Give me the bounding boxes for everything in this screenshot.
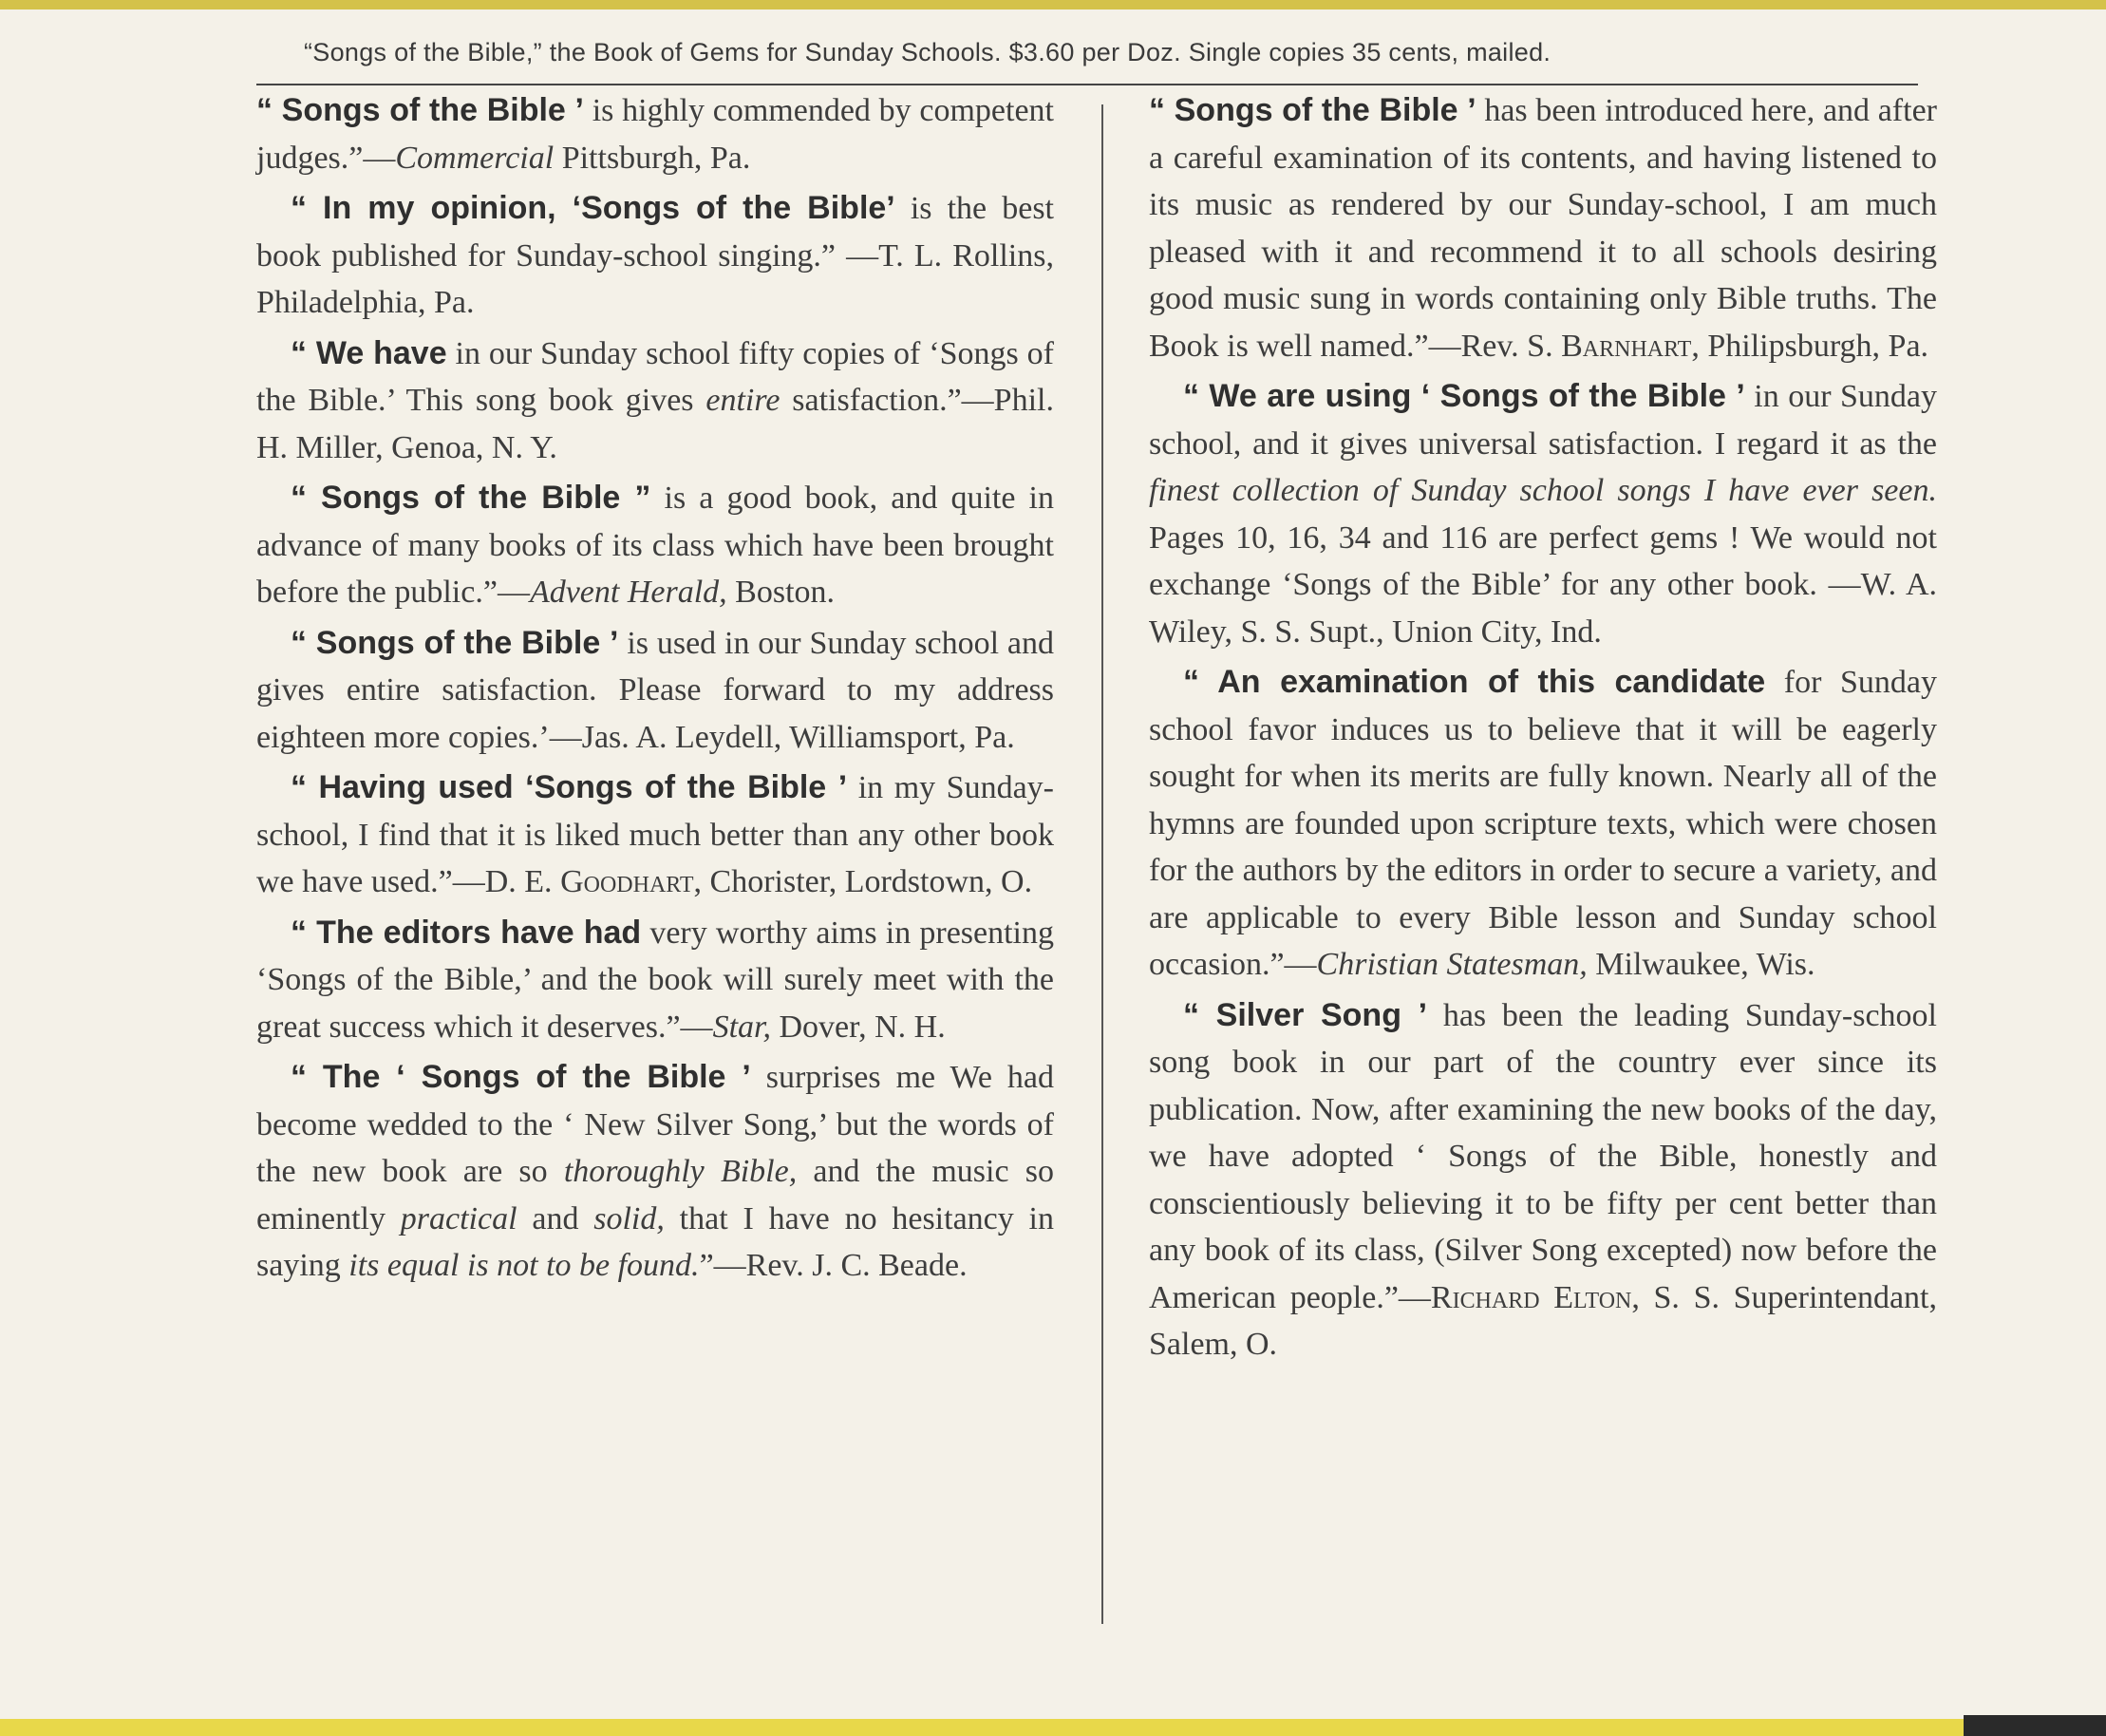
testimonial-lead: “ We are using ‘ Songs of the Bible ’: [1183, 378, 1745, 414]
testimonial-source-italic: Star,: [712, 1009, 771, 1045]
testimonial-name: Goodhart: [560, 864, 694, 899]
testimonial-body: that I have no hesitancy in saying: [256, 1200, 1055, 1283]
testimonial-source: Dover, N. H.: [770, 1009, 946, 1045]
testimonial-body: in our Sunday school, and it gives universal satisfaction. I regard it as the: [1149, 379, 1937, 462]
testimonial-body: in my Sunday-school, I find that it is liked much better than any other book we have used.”—D. E.: [256, 770, 1055, 899]
bottom-binding-strip: [0, 1719, 2106, 1736]
testimonial-body: Pages 10, 16, 34 and 116 are perfect gems ! We would not exchange ‘Songs of the Bible’ for any other book. —W. A. Wiley, S. S. Supt., Union City, Ind.: [1149, 519, 1937, 650]
testimonial-body: has been the leading Sunday-school song book in our part of the country ever since its publication. Now, after examining the new books of the day, we have adopted ‘ Songs of the Bible, honestly and conscientiously believing it to be fifty per cent better than any book of its class, (Silver Song excepted) now before the American people.”—: [1149, 997, 1937, 1315]
testimonial-emphasis: entire: [705, 383, 780, 418]
testimonial-body: is a good book, and quite in advance of many books of its class which have been brought before the public.”—: [256, 481, 1054, 610]
testimonial-source: , S. S. Superintendant, Salem, O.: [1149, 1279, 1937, 1362]
testimonial-lead: “ Songs of the Bible ’: [291, 624, 619, 661]
testimonial-lead: “ Silver Song ’: [1183, 996, 1428, 1033]
testimonial-source-italic: Commercial: [395, 140, 555, 176]
testimonial-emphasis: finest collection of Sunday school songs I have ever seen.: [1149, 473, 1937, 508]
right-column: [1149, 87, 1937, 1372]
testimonial: [256, 1054, 1054, 1290]
testimonial-lead: “ In my opinion, ‘Songs of the Bible’: [291, 190, 895, 226]
testimonial: [1149, 373, 1937, 655]
testimonial-name: Richard Elton: [1430, 1279, 1632, 1315]
testimonial: [256, 910, 1054, 1051]
testimonial: [256, 185, 1054, 327]
column-divider: [1101, 104, 1103, 1624]
testimonial-source: Milwaukee, Wis.: [1587, 947, 1815, 982]
testimonial-emphasis: its equal is not to be found.: [348, 1248, 700, 1283]
testimonial-source: , Chorister, Lordstown, O.: [693, 864, 1033, 899]
testimonial-body: very worthy aims in presenting ‘Songs of the Bible,’ and the book will surely meet with the great success which it deserves.”—: [256, 915, 1054, 1045]
testimonial-body: and the music so eminently: [256, 1154, 1054, 1236]
testimonial: [1149, 659, 1937, 989]
testimonial-source-italic: Advent Herald,: [529, 575, 727, 610]
testimonial-source: Pittsburgh, Pa.: [554, 140, 751, 176]
page-header: “Songs of the Bible,” the Book of Gems for Sunday Schools. $3.60 per Doz. Single copies 35 cents, mailed.: [304, 38, 1551, 66]
testimonial-lead: “ Songs of the Bible ’: [256, 92, 584, 128]
testimonial-emphasis: thoroughly Bible,: [563, 1154, 798, 1189]
left-column: [256, 87, 1054, 1293]
header-rule: [256, 84, 1918, 85]
testimonial-lead: “ Songs of the Bible ”: [291, 480, 651, 516]
testimonial-lead: “ The ‘ Songs of the Bible ’: [291, 1059, 751, 1095]
testimonial-lead: “ Songs of the Bible ’: [1149, 92, 1476, 128]
bottom-edge-mark: [1964, 1715, 2106, 1736]
testimonial-body: for Sunday school favor induces us to believe that it will be eagerly sought for when its merits are fully known. Nearly all of the hymns are founded upon scripture texts, which were chosen for the authors by the editors in order to secure a variety, and are applicable to every Bible lesson and Sunday school occasion.”—: [1149, 665, 1937, 982]
testimonial-body: ”—Rev. J. C. Beade.: [699, 1248, 968, 1283]
testimonial-body: is highly commended by competent judges.”—: [256, 93, 1054, 176]
testimonial: [1149, 87, 1937, 369]
testimonial-name: Barnhart: [1561, 328, 1692, 364]
testimonial-lead: “ We have: [291, 334, 447, 371]
testimonial-body: satisfaction.”—Phil. H. Miller, Genoa, N. Y.: [256, 383, 1054, 465]
testimonial-source: , Philipsburgh, Pa.: [1691, 328, 1929, 364]
testimonial-body: surprises me We had become wedded to the ‘ New Silver Song,’ but the words of the new book are so: [256, 1060, 1054, 1189]
testimonial-emphasis: solid,: [593, 1200, 665, 1236]
testimonial: [256, 764, 1054, 906]
testimonial-source-italic: Christian Statesman,: [1316, 947, 1588, 982]
testimonial-body: is the best book published for Sunday-school singing.” —T. L. Rollins, Philadelphia, Pa.: [256, 191, 1055, 320]
testimonial: [256, 620, 1054, 762]
testimonial-lead: “ Having used ‘Songs of the Bible ’: [291, 769, 848, 805]
testimonial: [256, 330, 1054, 472]
testimonial: [256, 87, 1054, 181]
testimonial-lead: “ An examination of this candidate: [1183, 664, 1766, 700]
testimonial-body: is used in our Sunday school and gives entire satisfaction. Please forward to my address eighteen more copies.’—Jas. A. Leydell, Williamsport, Pa.: [256, 625, 1054, 755]
testimonial-body: has been introduced here, and after a careful examination of its contents, and having listened to its music as rendered by our Sunday-school, I am much pleased with it and recommend it to all schools desiring good music sung in words containing only Bible truths. The Book is well named.”—Rev. S.: [1149, 93, 1937, 364]
testimonial-emphasis: practical: [400, 1200, 517, 1236]
testimonial-body: and: [517, 1200, 594, 1236]
top-binding-strip: [0, 0, 2106, 9]
testimonial: [256, 475, 1054, 616]
testimonial-source: Boston.: [726, 575, 836, 610]
testimonial-body: in our Sunday school fifty copies of ‘Songs of the Bible.’ This song book gives: [256, 335, 1054, 418]
testimonial: [1149, 992, 1937, 1368]
testimonial-lead: “ The editors have had: [291, 914, 642, 951]
